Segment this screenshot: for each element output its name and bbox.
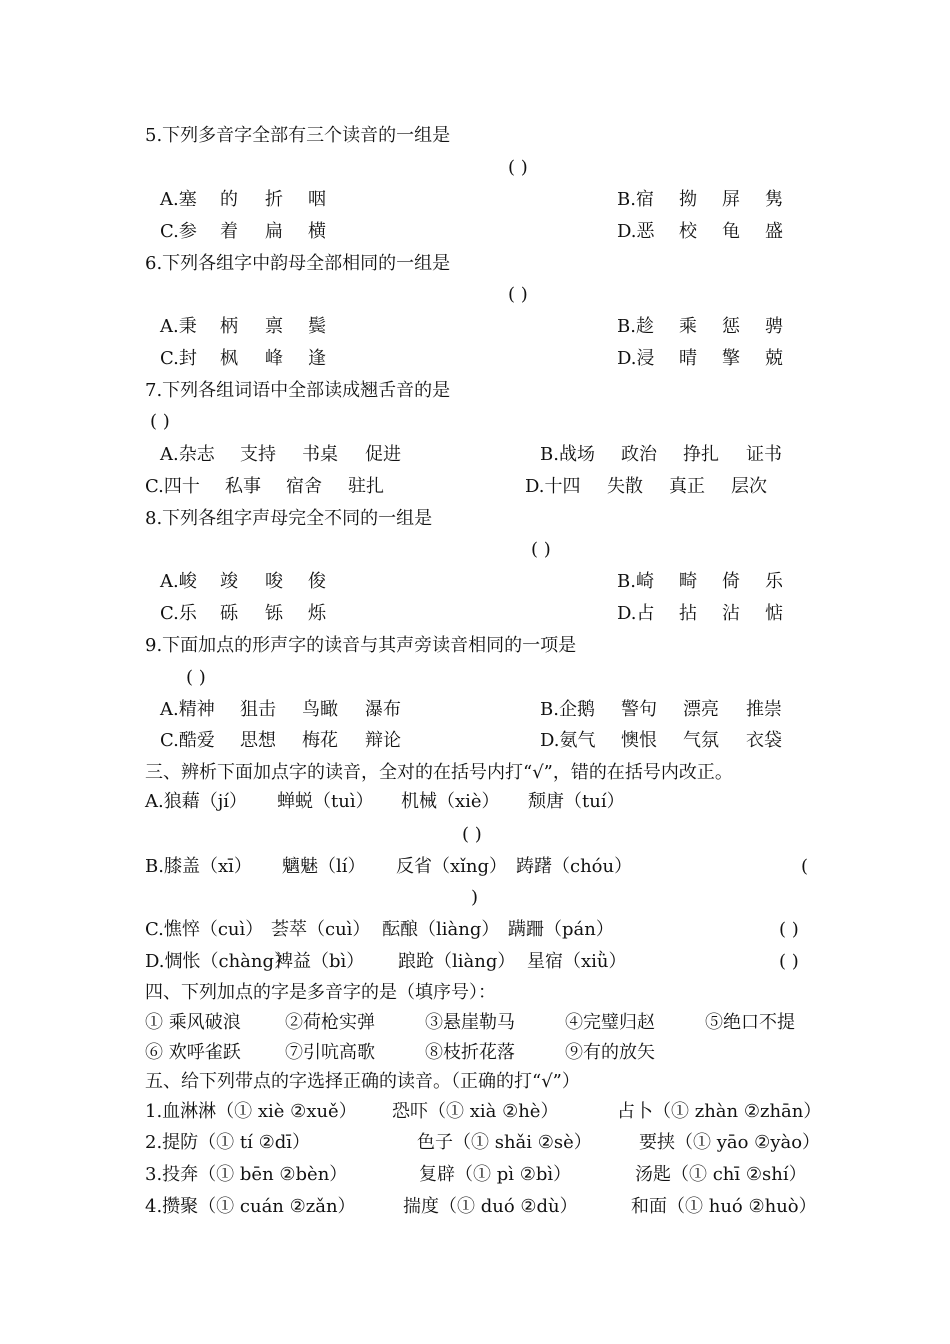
section4-title: 四、下列加点的字是多音字的是（填序号）：: [145, 982, 496, 1003]
q8-stem: 8.下列各组字声母完全不同的一组是: [145, 508, 433, 529]
section3-title: 三、辨析下面加点字的读音，全对的在括号内打“√”，错的在括号内改正。: [145, 762, 733, 783]
s3-c-answer-paren: ( ): [779, 919, 799, 940]
q7-stem: 7.下列各组词语中全部读成翘舌音的是: [145, 380, 451, 401]
q5-stem: 5.下列多音字全部有三个读音的一组是: [145, 125, 451, 146]
q9-answer-paren: ( ): [186, 667, 206, 688]
q6-stem: 6.下列各组字中韵母全部相同的一组是: [145, 253, 451, 274]
q9-stem: 9.下面加点的形声字的读音与其声旁读音相同的一项是: [145, 635, 577, 656]
section5-title: 五、给下列带点的字选择正确的读音。（正确的打“√”）: [145, 1071, 580, 1092]
s3-a-answer-paren: ( ): [462, 824, 482, 845]
q6-answer-paren: ( ): [508, 284, 528, 305]
q8-answer-paren: ( ): [531, 539, 551, 560]
s3-b-paren-open: (: [801, 856, 809, 877]
q7-answer-paren: ( ): [150, 411, 170, 432]
s3-b-paren-close: ): [471, 887, 479, 908]
q5-answer-paren: ( ): [508, 157, 528, 178]
s3-d-answer-paren: ( ): [779, 951, 799, 972]
